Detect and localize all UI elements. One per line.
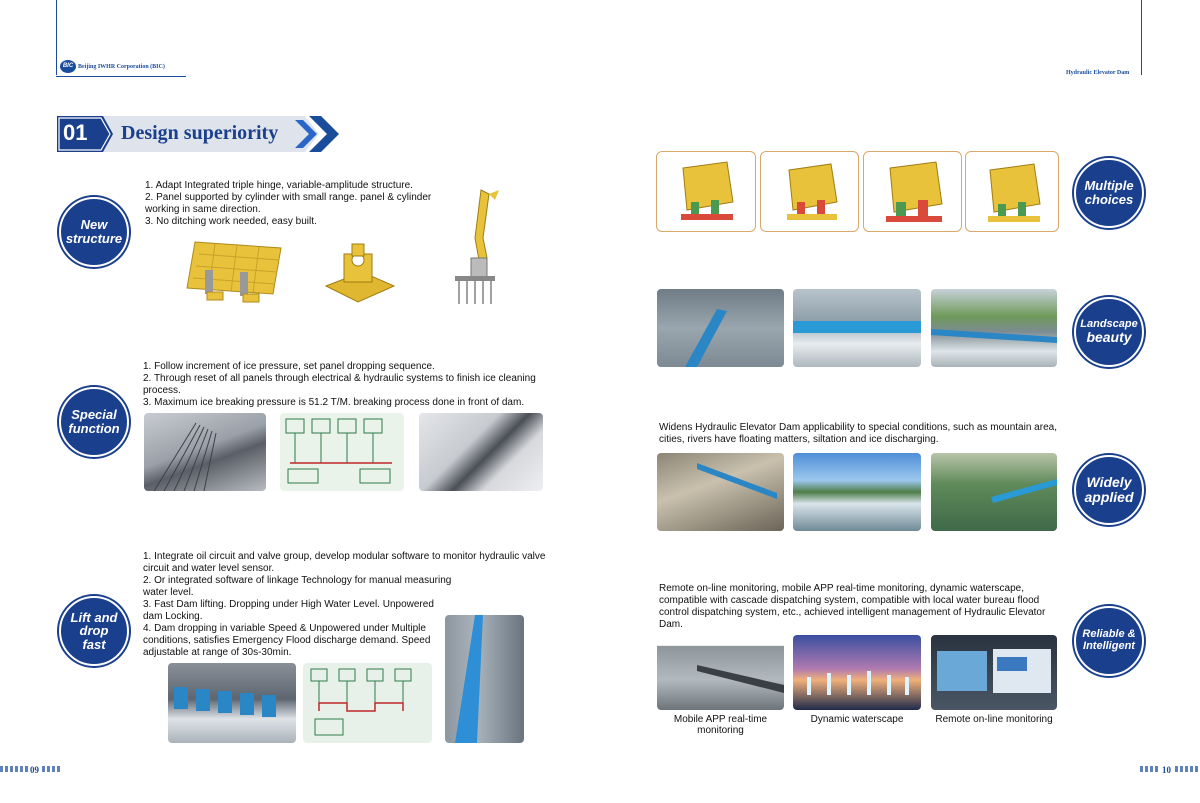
- dam-option-card-3: [863, 151, 962, 232]
- landscape-photo-1: [657, 289, 784, 367]
- footer-wave-left: [0, 766, 28, 772]
- badge-lift-drop-fast: Lift and drop fast: [59, 596, 129, 666]
- footer-wave-right-2: [1175, 766, 1200, 772]
- blue-dam-photo: [445, 615, 524, 743]
- valve-circuit-diagram: [303, 663, 432, 743]
- page-number-right: 10: [1162, 765, 1171, 775]
- product-name: Hydraulic Elevator Dam: [1066, 70, 1130, 76]
- caption-mobile-app: Mobile APP real-time monitoring: [673, 714, 768, 736]
- footer-wave-right: [1140, 766, 1160, 772]
- ice-dam-photo: [144, 413, 266, 491]
- right-margin-line: [1141, 0, 1142, 75]
- page-number-left: 09: [30, 765, 39, 775]
- company-name: Beijing IWHR Corporation (BIC): [78, 64, 165, 70]
- widely-applied-text: Widens Hydraulic Elevator Dam applicability to special conditions, such as mountain area, cities, rivers have floating matters, siltation and ice discharging.: [659, 422, 1057, 445]
- reliable-text: Remote on-line monitoring, mobile APP real-time monitoring, dynamic waterscape, compatible with cascade dispatching system, compatible with local water bureau flood control dispatching system, etc., achieved intelligent management of Hydraulic Elevator Dam.: [659, 583, 1046, 630]
- dynamic-waterscape-photo: [793, 635, 921, 710]
- cylinder-illustration: [455, 188, 507, 306]
- gate-panel-illustration: [185, 240, 285, 305]
- badge-new-structure: New structure: [59, 197, 129, 267]
- badge-reliable-intelligent: Reliable & Intelligent: [1074, 606, 1144, 676]
- header-rule-left: [56, 76, 186, 77]
- city-river-photo: [931, 453, 1057, 531]
- mountain-river-photo: [657, 453, 784, 531]
- hinge-illustration: [322, 238, 397, 306]
- company-logo: BIC: [60, 60, 76, 73]
- special-function-text: 1. Follow increment of ice pressure, set panel dropping sequence. 2. Through reset of all panels through electrical & hydraulic systems to finish ice cleaning process. 3. Maximum ice breaking pressure is 51.2 T/M. breaking process done in front of dam.: [143, 361, 536, 408]
- footer-wave-left-2: [42, 766, 60, 772]
- left-margin-line: [56, 0, 57, 75]
- caption-dynamic-waterscape: Dynamic waterscape: [810, 714, 904, 725]
- remote-monitoring-photo: [931, 635, 1057, 710]
- ice-breaking-photo: [419, 413, 543, 491]
- section-heading: [57, 116, 347, 152]
- badge-special-function: Special function: [59, 387, 129, 457]
- section-title: Design superiority: [121, 122, 279, 144]
- landscape-photo-2: [793, 289, 921, 367]
- dam-option-card-2: [760, 151, 859, 232]
- new-structure-text: 1. Adapt Integrated triple hinge, variable-amplitude structure. 2. Panel supported by cylinder with small range. panel & cylinder working in same direction. 3. No ditching work needed, easy built.: [145, 180, 432, 227]
- mobile-app-photo: [657, 635, 784, 710]
- dam-option-card-1: [656, 151, 756, 232]
- badge-landscape-beauty: Landscape beauty: [1074, 297, 1144, 367]
- wide-river-photo: [793, 453, 921, 531]
- dam-lifting-photo: [168, 663, 296, 743]
- section-number: 01: [63, 120, 88, 145]
- badge-multiple-choices: Multiple choices: [1074, 158, 1144, 228]
- lift-drop-text: 1. Integrate oil circuit and valve group, develop modular software to monitor hydraulic valve circuit and water level sensor. 2. Or integrated software of linkage Technology for manual measuring water level. 3. Fast Dam lifting. Dropping under High Water Level. Unpowered dam Locking. 4. Dam dropping in variable Speed & Unpowered under Multiple conditions, satisfies Emergency Flood discharge demand. Speed adjustable at range of 30s-30min.: [143, 551, 546, 658]
- caption-remote-monitoring: Remote on-line monitoring: [935, 714, 1053, 725]
- hydraulic-circuit-diagram: [280, 413, 404, 491]
- landscape-photo-3: [931, 289, 1057, 367]
- badge-widely-applied: Widely applied: [1074, 455, 1144, 525]
- dam-option-card-4: [965, 151, 1059, 232]
